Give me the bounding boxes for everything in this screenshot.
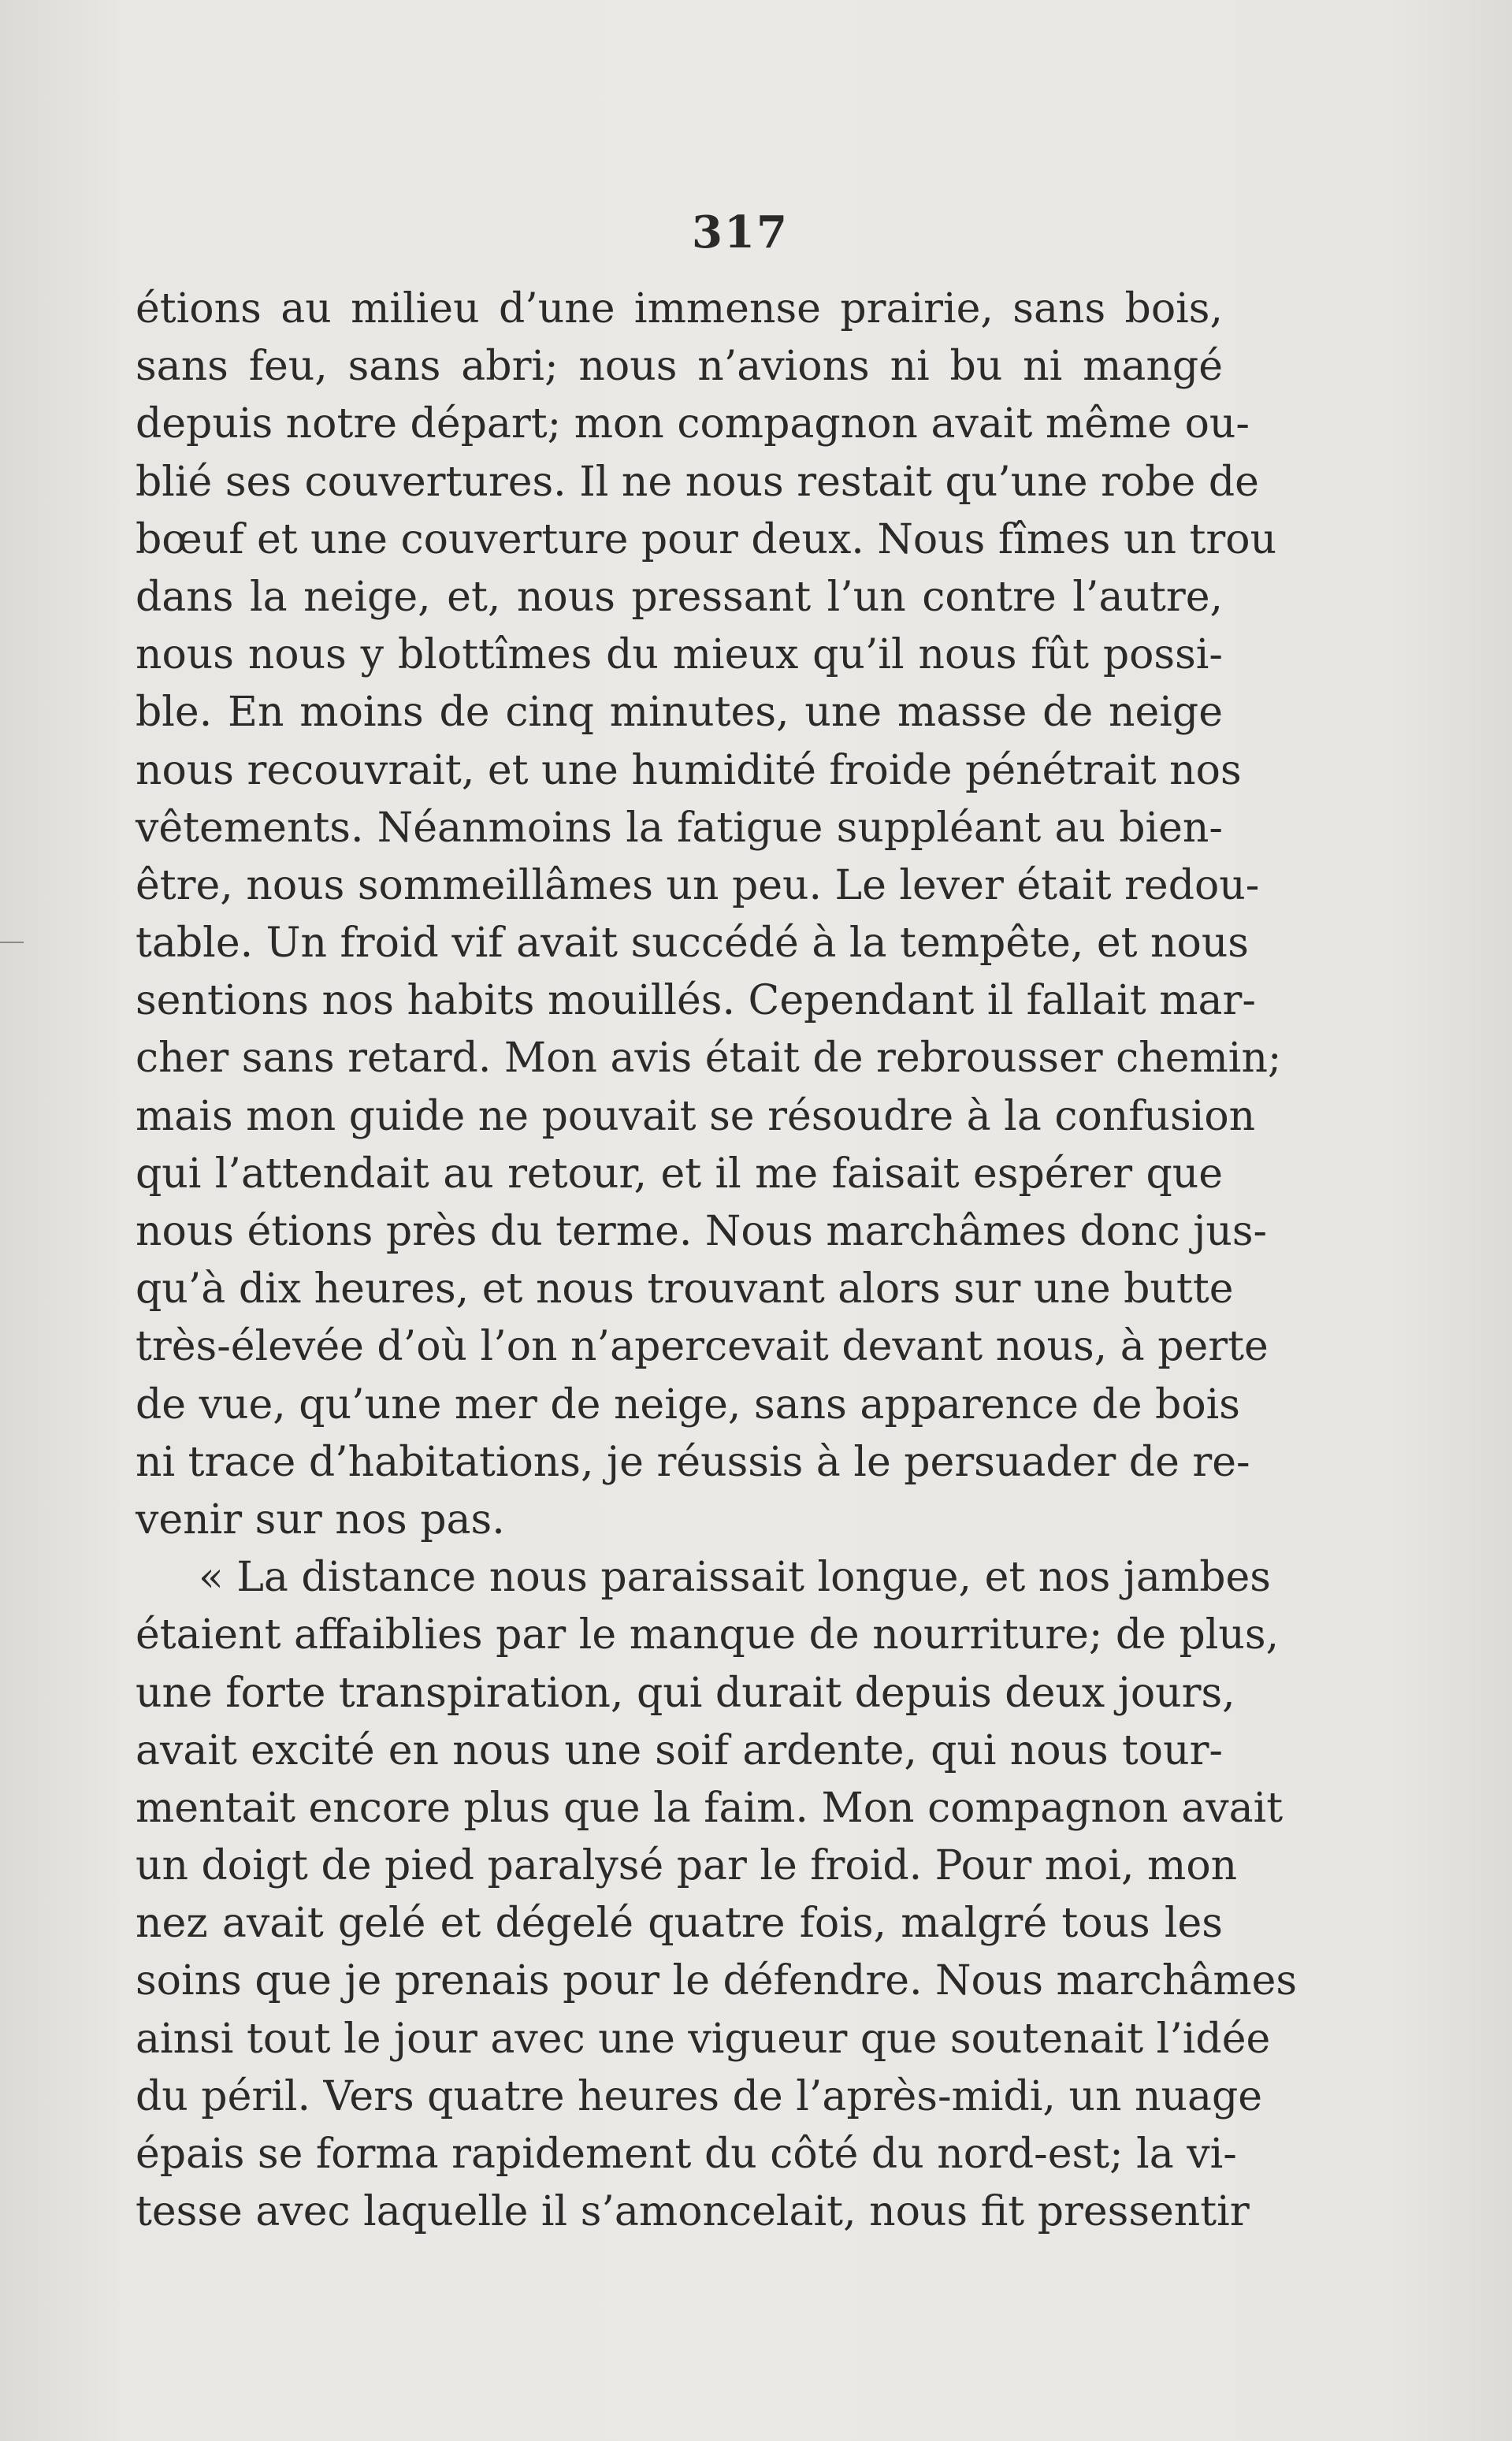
paragraph-start-line: « La distance nous paraissait longue, et nos jambes — [199, 1554, 1271, 1602]
text-line: sans feu, sans abri; nous n’avions ni bu ni mangé — [136, 343, 1223, 391]
text-line: ni trace d’habitations, je réussis à le persuader de re- — [136, 1438, 1250, 1486]
text-line: un doigt de pied paralysé par le froid. Pour moi, mon — [136, 1842, 1238, 1890]
text-line: depuis notre départ; mon compagnon avait même ou- — [136, 400, 1250, 448]
text-line: nous étions près du terme. Nous marchâmes donc jus- — [136, 1208, 1268, 1255]
text-line: ainsi tout le jour avec une vigueur que soutenait l’idée — [136, 2015, 1271, 2063]
text-line: avait excité en nous une soif ardente, qui nous tour- — [136, 1726, 1223, 1774]
text-line: nous nous y blottîmes du mieux qu’il nous fût possi- — [136, 631, 1223, 679]
text-line: tesse avec laquelle il s’amoncelait, nous fit pressentir — [136, 2188, 1250, 2236]
text-line: nez avait gelé et dégelé quatre fois, malgré tous les — [136, 1900, 1223, 1948]
text-line: étions au milieu d’une immense prairie, sans bois, — [136, 285, 1223, 333]
text-line: soins que je prenais pour le défendre. Nous marchâmes — [136, 1957, 1298, 2005]
page-number: 317 — [692, 206, 789, 258]
text-line: de vue, qu’une mer de neige, sans apparence de bois — [136, 1380, 1240, 1429]
text-line: cher sans retard. Mon avis était de rebrousser chemin; — [136, 1035, 1282, 1083]
text-line: très-élevée d’où l’on n’apercevait devant nous, à perte — [136, 1323, 1269, 1371]
text-line: table. Un froid vif avait succédé à la tempête, et nous — [136, 920, 1249, 968]
text-line: qui l’attendait au retour, et il me faisait espérer que — [136, 1150, 1223, 1198]
text-line: bœuf et une couverture pour deux. Nous fîmes un trou — [136, 515, 1277, 563]
text-line: une forte transpiration, qui durait depuis deux jours, — [136, 1669, 1235, 1717]
text-line: épais se forma rapidement du côté du nord-est; la vi- — [136, 2131, 1237, 2178]
text-line: étaient affaiblies par le manque de nourriture; de plus, — [136, 1611, 1280, 1659]
text-line: qu’à dix heures, et nous trouvant alors sur une butte — [136, 1265, 1234, 1313]
text-line: blié ses couvertures. Il ne nous restait qu’une robe de — [136, 458, 1259, 506]
body-text — [136, 281, 1298, 2241]
text-line: mentait encore plus que la faim. Mon compagnon avait — [136, 1784, 1284, 1832]
paragraph-end-line: venir sur nos pas. — [136, 1495, 505, 1544]
text-line: du péril. Vers quatre heures de l’après-midi, un nuage — [136, 2072, 1262, 2120]
margin-mark — [0, 942, 24, 943]
text-line: dans la neige, et, nous pressant l’un contre l’autre, — [136, 573, 1223, 621]
text-line: vêtements. Néanmoins la fatigue suppléant au bien- — [136, 804, 1223, 852]
text-line: ble. En moins de cinq minutes, une masse de neige — [136, 689, 1223, 737]
text-line: nous recouvrait, et une humidité froide pénétrait nos — [136, 746, 1242, 794]
text-line: être, nous sommeillâmes un peu. Le lever était redou- — [136, 861, 1260, 909]
text-line: sentions nos habits mouillés. Cependant il fallait mar- — [136, 977, 1256, 1025]
text-line: mais mon guide ne pouvait se résoudre à la confusion — [136, 1092, 1256, 1140]
